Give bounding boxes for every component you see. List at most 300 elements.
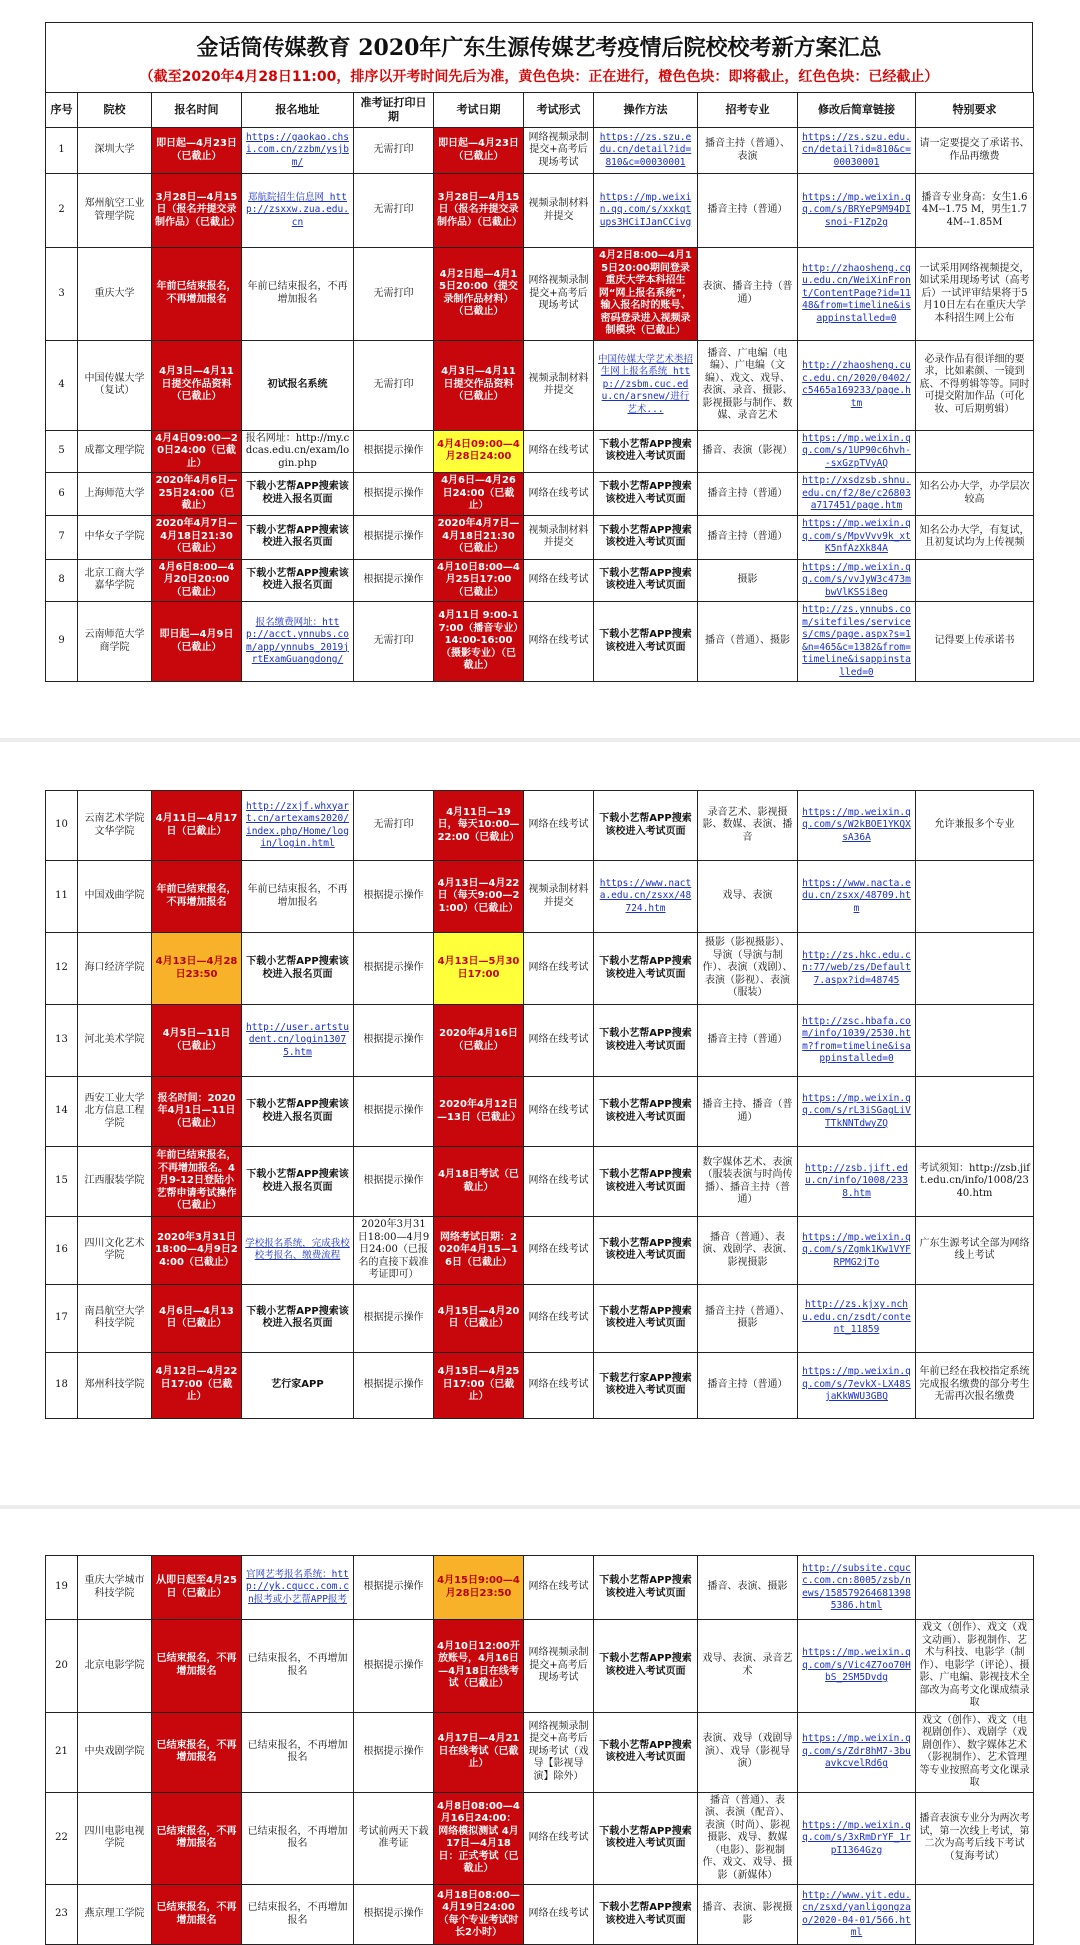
special-requirements [916,1005,1034,1077]
registration-time [152,1352,242,1418]
row-number-text: 12 [55,962,68,974]
exam-date-text: 即日起—4月23日（已截止） [438,138,519,162]
table-row [46,430,1034,473]
brochure-link-text[interactable]: https://mp.weixin.qq.com/s/7evkX-LX48SjaKkWWU3GBQ [802,1366,911,1403]
exam-date [434,473,524,516]
operation-method [594,1620,698,1713]
recruit-majors-text: 播音主持（普通） [707,1378,788,1390]
table-row [46,933,1034,1005]
registration-address[interactable] [242,1217,354,1285]
exam-form-text: 网络在线考试 [528,1034,589,1046]
ticket-print-date [354,1284,434,1352]
registration-address[interactable] [242,1556,354,1620]
registration-time [152,602,242,682]
operation-method [594,1352,698,1418]
ticket-print-date-text: 根据提示操作 [363,1659,424,1671]
row-number [46,1217,78,1285]
school-name [78,1352,152,1418]
brochure-link-text[interactable]: http://zs.kjxy.nchu.edu.cn/zsdt/content_11859 [802,1299,911,1336]
special-requirements-text: 知名公办大学，有复试，且初复试均为上传视频 [919,524,1030,548]
registration-time [152,1885,242,1945]
recruit-majors-text: 戏导、表演 [722,890,773,902]
row-number-text: 22 [55,1832,68,1843]
ticket-print-date [354,933,434,1005]
row-number-text: 8 [58,574,65,585]
exam-date-text: 4月2日起—4月15日20:00（提交录制作品材料）（已截止） [439,268,518,318]
table-row [46,791,1034,861]
operation-method-text: 下载小艺帮APP搜索该校进入考试页面 [599,1653,692,1677]
row-number-text: 16 [55,1244,68,1255]
special-requirements [916,1556,1034,1620]
row-number [46,1352,78,1418]
brochure-link[interactable] [798,340,916,430]
row-number [46,602,78,682]
brochure-link[interactable] [798,248,916,341]
row-number [46,515,78,559]
registration-address[interactable] [242,128,354,174]
brochure-link[interactable] [798,1556,916,1620]
special-requirements-text: 请一定要提交了承诺书、作品再缴费 [919,138,1030,162]
page-divider [0,1505,1080,1509]
school-name-text: 重庆大学 [94,287,135,299]
school-name [78,602,152,682]
exam-form-text: 网络在线考试 [528,487,589,499]
ticket-print-date [354,861,434,933]
row-number-text: 1 [58,144,65,156]
registration-address [242,1077,354,1147]
operation-method-text[interactable]: https://www.nacta.edu.cn/zsxx/48724.htm [599,877,692,914]
schedule-table-3 [45,1555,1034,1945]
school-name-text: 中华女子学院 [84,530,145,542]
exam-form [524,340,594,430]
school-name [78,1284,152,1352]
registration-time [152,861,242,933]
brochure-link-text[interactable]: https://mp.weixin.qq.com/s/1UP90c6hvh--sxGzpTVyAQ [802,432,911,469]
brochure-link-text[interactable]: https://www.nacta.edu.cn/zsxx/48709.htm [802,877,911,914]
recruit-majors [698,791,798,861]
recruit-majors-text: 播音主持（普通） [707,204,788,216]
operation-method-text: 下载小艺帮APP搜索该校进入考试页面 [599,1099,692,1123]
registration-address-text: 下载小艺帮APP搜索该校进入报名页面 [246,1305,349,1329]
exam-date [434,128,524,174]
operation-method-text: 下载艺行家APP搜索该校进入考试页面 [599,1372,692,1396]
brochure-link-text[interactable]: https://mp.weixin.qq.com/s/vvJyW3c473mbwVlKSSi8eg [802,561,911,598]
special-requirements [916,1792,1034,1885]
recruit-majors [698,340,798,430]
operation-method-text: 下载小艺帮APP搜索该校进入考试页面 [599,567,692,592]
ticket-print-date-text: 根据提示操作 [363,530,424,542]
operation-method [594,1077,698,1147]
ticket-print-date-text: 无需打印 [373,635,414,647]
special-requirements-text: 知名公办大学，办学层次较高 [919,481,1030,505]
brochure-link-text[interactable]: http://zhaosheng.cuc.edu.cn/2020/0402/c5465a169233/page.htm [802,360,911,409]
exam-date-text: 4月11日 9:00-17:00（播音专业）14:00-16:00（摄影专业）（已截止） [438,610,519,672]
special-requirements-text: 必录作品有很详细的要求，比如素颜、一镜到底、不得剪辑等等。同时可提交附加作品（可化妆、可后期剪辑） [919,353,1030,415]
brochure-link[interactable] [798,1792,916,1885]
row-number [46,559,78,602]
brochure-link-text[interactable]: https://mp.weixin.qq.com/s/MpvVvv9k_xtK5nfAzXk84A [802,518,911,555]
brochure-link[interactable] [798,1077,916,1147]
ticket-print-date [354,1792,434,1885]
registration-time-text: 4月6日—4月13日（已截止） [159,1305,234,1329]
recruit-majors [698,1712,798,1792]
registration-address-text: 已结束报名，不再增加报名 [247,1653,348,1677]
registration-time-text: 2020年4月6日—25日24:00（已截止） [155,475,238,511]
exam-date [434,861,524,933]
ticket-print-date [354,1352,434,1418]
ticket-print-date [354,602,434,682]
row-number-text: 18 [55,1378,68,1390]
registration-time-text: 从即日起至4月25日（已截止） [156,1575,237,1599]
school-name-text: 河北美术学院 [84,1034,145,1046]
exam-date-text: 2020年4月7日—4月18日21:30（已截止） [437,518,520,555]
school-name-text: 北京电影学院 [84,1659,145,1671]
row-number-text: 23 [55,1908,68,1920]
operation-method [594,933,698,1005]
column-header: 报名地址 [242,93,354,128]
recruit-majors [698,861,798,933]
registration-address-text[interactable]: http://zxjf.whxyart.cn/artexams2020/index.php/Home/login/login.html [246,800,349,849]
registration-time [152,559,242,602]
recruit-majors [698,473,798,516]
brochure-link[interactable] [798,1005,916,1077]
registration-address [242,1147,354,1217]
brochure-link[interactable] [798,791,916,861]
registration-time-text: 2020年3月31日18:00—4月9日24:00（已截止） [155,1231,238,1268]
school-name [78,1556,152,1620]
brochure-link[interactable] [798,933,916,1005]
exam-date-text: 网络考试日期：2020年4月15—16日（已截止） [439,1231,518,1268]
registration-address [242,430,354,473]
recruit-majors-text: 摄影（影视摄影）、导演（导演与制作）、表演（戏剧）、表演（影视）、表演（服装） [702,937,793,999]
registration-time-text: 2020年4月7日—4月18日21:30（已截止） [155,518,238,555]
exam-form-text: 网络在线考试 [528,445,589,456]
exam-form-text: 视频录制材料并提交 [528,372,589,396]
brochure-link-text[interactable]: http://zs.hkc.edu.cn:77/web/zs/Default7.aspx?id=48745 [802,949,911,986]
special-requirements-text: 考试须知：http://zsb.jift.edu.cn/info/1008/2340.htm [919,1162,1030,1199]
special-requirements [916,559,1034,602]
recruit-majors-text: 播音主持（普通）、摄影 [705,1305,790,1329]
recruit-majors [698,1620,798,1713]
registration-time [152,174,242,248]
registration-address[interactable] [242,174,354,248]
exam-form-text: 网络在线考试 [528,574,589,585]
row-number [46,1556,78,1620]
brochure-link-text[interactable]: http://xsdzsb.shnu.edu.cn/f2/8e/c26803a717451/page.htm [802,475,911,511]
brochure-link[interactable] [798,128,916,174]
registration-address-text: 艺行家APP [271,1378,324,1390]
special-requirements-text: 允许兼报多个专业 [934,819,1015,831]
row-number-text: 6 [58,487,65,499]
brochure-link[interactable] [798,1620,916,1713]
operation-method[interactable] [594,340,698,430]
registration-address-text[interactable]: 官网艺考报名系统：http://yk.cqucc.com.cn报考或小艺帮APP报考 [246,1568,349,1605]
special-requirements [916,1352,1034,1418]
table-row [46,473,1034,516]
row-number [46,1147,78,1217]
special-requirements [916,248,1034,341]
exam-date-text: 4月13日—4月22日（每天9:00—21:00）（已截止） [437,877,520,914]
operation-method[interactable] [594,861,698,933]
school-name [78,128,152,174]
brochure-link[interactable] [798,1352,916,1418]
registration-time-text: 年前已结束报名，不再增加报名 [156,281,237,305]
special-requirements [916,1712,1034,1792]
operation-method[interactable] [594,174,698,248]
brochure-link[interactable] [798,174,916,248]
recruit-majors [698,1556,798,1620]
ticket-print-date-text: 无需打印 [373,378,414,390]
school-name-text: 江西服装学院 [84,1175,145,1187]
registration-time [152,473,242,516]
ticket-print-date-text: 根据提示操作 [363,1908,424,1920]
exam-date [434,1712,524,1792]
brochure-link-text[interactable]: https://mp.weixin.qq.com/s/Zdr8hM7-3buavkcvelRd6g [802,1733,911,1770]
brochure-link-text[interactable]: https://mp.weixin.qq.com/s/rL3iSGagLiVTTkNNTdwyZQ [802,1092,911,1129]
schedule-table-1 [45,92,1034,682]
exam-date-text: 4月18日考试（已截止） [438,1169,519,1193]
brochure-link[interactable] [798,1712,916,1792]
recruit-majors [698,933,798,1005]
column-header: 院校 [78,93,152,128]
registration-address-text[interactable]: https://gaokao.chsi.com.cn/zzbm/ysjbm/ [246,131,349,168]
recruit-majors-text: 播音主持（普通） [707,530,788,542]
operation-method[interactable] [594,128,698,174]
brochure-link-text[interactable]: http://zsb.jift.edu.cn/info/1008/2338.htm [805,1162,908,1199]
exam-form [524,248,594,341]
operation-method [594,1885,698,1945]
operation-method-text: 下载小艺帮APP搜索该校进入考试页面 [599,1237,692,1262]
brochure-link-text[interactable]: http://zs.ynnubs.com/sitefiles/services/cms/page.aspx?s=1&n=465&c=1382&from=timeline&isappinstalled=0 [802,604,911,678]
registration-time [152,128,242,174]
special-requirements [916,174,1034,248]
registration-time-text: 报名时间：2020年4月1日—11日（已截止） [157,1092,236,1129]
exam-form [524,559,594,602]
exam-form [524,128,594,174]
exam-date [434,1005,524,1077]
recruit-majors [698,128,798,174]
brochure-link[interactable] [798,1885,916,1945]
exam-date-text: 4月3日—4月11日提交作品资料（已截止） [441,366,516,403]
operation-method-text[interactable]: 中国传媒大学艺术类招生网上报名系统 http://zsbm.cuc.edu.cn/arsnew/进行艺术... [597,353,693,415]
exam-date-text: 2020年4月16日（已截止） [439,1028,518,1052]
registration-time [152,1556,242,1620]
brochure-link[interactable] [798,559,916,602]
operation-method [594,602,698,682]
registration-address-text[interactable]: http://user.artstudent.cn/login13075.htm [246,1021,349,1058]
school-name-text: 四川文化艺术学院 [84,1237,145,1262]
exam-date [434,1792,524,1885]
brochure-link[interactable] [798,1147,916,1217]
recruit-majors-text: 播音主持（普通）、表演 [705,138,790,162]
registration-time [152,933,242,1005]
operation-method-text: 4月2日8:00—4月15日20:00期间登录重庆大学本科招生网“网上报名系统”，输入报名时的账号、密码登录进入视频录制模块（已截止） [598,250,693,336]
exam-form-text: 网络在线考试 [528,962,589,974]
registration-address [242,559,354,602]
column-header: 准考证打印日期 [354,93,434,128]
school-name-text: 云南艺术学院文华学院 [84,813,145,837]
operation-method-text: 下载小艺帮APP搜索该校进入考试页面 [599,438,692,463]
registration-address-text: 下载小艺帮APP搜索该校进入报名页面 [246,524,349,548]
exam-form [524,933,594,1005]
exam-form [524,1556,594,1620]
page-title: 金话筒传媒教育 2020年广东生源传媒艺考疫情后院校校考新方案汇总 [196,35,882,61]
registration-time [152,1005,242,1077]
registration-address [242,340,354,430]
ticket-print-date [354,174,434,248]
registration-address-text: 下载小艺帮APP搜索该校进入报名页面 [246,567,349,592]
ticket-print-date-text: 根据提示操作 [363,1378,424,1390]
exam-form [524,791,594,861]
ticket-print-date-text: 考试前两天下载准考证 [358,1825,429,1850]
ticket-print-date-text: 根据提示操作 [363,1105,424,1117]
row-number-text: 15 [55,1175,68,1187]
brochure-link-text[interactable]: https://zs.szu.edu.cn/detail?id=810&c=00030001 [802,131,911,168]
row-number-text: 9 [58,635,65,647]
row-number-text: 17 [55,1311,68,1323]
exam-form-text: 网络在线考试 [528,1105,589,1117]
brochure-link[interactable] [798,861,916,933]
row-number [46,248,78,341]
registration-address [242,515,354,559]
ticket-print-date-text: 根据提示操作 [363,962,424,974]
brochure-link-text[interactable]: https://mp.weixin.qq.com/s/BRYeP9M94DIsnoi-F1Zp2g [802,191,911,228]
school-name-text: 海口经济学院 [84,962,145,974]
row-number [46,1620,78,1713]
brochure-link-text[interactable]: https://mp.weixin.qq.com/s/3xRmDrYF_1rpI1364Gzg [802,1819,911,1856]
registration-address-text: 年前已结束报名，不再增加报名 [247,281,348,305]
school-name-text: 北京工商大学嘉华学院 [84,567,145,592]
brochure-link-text[interactable]: http://www.yit.edu.cn/zsxd/yanligongzao/2020-04-01/566.html [802,1889,911,1938]
ticket-print-date [354,248,434,341]
table-row [46,1792,1034,1885]
ticket-print-date [354,1077,434,1147]
recruit-majors [698,1077,798,1147]
brochure-link-text[interactable]: http://zhaosheng.cqu.edu.cn/WeiXinFront/ContentPage?id=1148&from=timeline&isappinstalled=0 [802,262,911,324]
special-requirements [916,430,1034,473]
column-header: 报名时间 [152,93,242,128]
brochure-link[interactable] [798,473,916,516]
table-row [46,1556,1034,1620]
special-requirements [916,340,1034,430]
brochure-link[interactable] [798,1284,916,1352]
operation-method [594,1147,698,1217]
table-row [46,559,1034,602]
ticket-print-date-text: 根据提示操作 [363,574,424,585]
school-name [78,473,152,516]
exam-date-text: 4月10日12:00开放账号，4月16日—4月18日在线考试（已截止） [437,1640,520,1690]
school-name [78,1217,152,1285]
recruit-majors [698,515,798,559]
brochure-link-text[interactable]: http://zsc.hbafa.com/info/1039/2530.htm?from=timeline&isappinstalled=0 [802,1015,911,1064]
registration-address[interactable] [242,791,354,861]
brochure-link[interactable] [798,515,916,559]
exam-form [524,861,594,933]
operation-method [594,1792,698,1885]
brochure-link[interactable] [798,430,916,473]
recruit-majors-text: 播音、广电编（电编）、广电编（文编）、戏文、戏导、表演、录音、摄影、影视摄影与制作、数媒、录音艺术 [702,347,793,421]
page-2 [45,790,1033,1419]
ticket-print-date [354,340,434,430]
special-requirements-text: 年前已经在我校指定系统完成报名缴费的部分考生无需再次报名缴费 [919,1366,1030,1403]
registration-address-text: 下载小艺帮APP搜索该校进入报名页面 [246,1169,349,1193]
brochure-link-text[interactable]: http://subsite.cqucc.com.cn:8005/zsb/news/1585792646813985386.html [802,1562,911,1611]
registration-address[interactable] [242,602,354,682]
recruit-majors-text: 播音主持、播音（普通） [702,1099,793,1123]
recruit-majors-text: 播音主持（普通） [707,1034,788,1046]
ticket-print-date [354,430,434,473]
exam-form-text: 网络在线考试 [528,1244,589,1255]
brochure-link[interactable] [798,602,916,682]
school-name-text: 云南师范大学商学院 [84,629,145,653]
special-requirements-text: 记得要上传承诺书 [934,635,1015,647]
row-number-text: 21 [55,1745,68,1757]
ticket-print-date-text: 无需打印 [373,819,414,831]
exam-date-text: 2020年4月12日—13日（已截止） [437,1099,521,1123]
row-number [46,791,78,861]
brochure-link[interactable] [798,1217,916,1285]
exam-form [524,1284,594,1352]
ticket-print-date [354,128,434,174]
recruit-majors-text: 播音主持（普通） [707,487,788,499]
school-name [78,1792,152,1885]
ticket-print-date [354,1712,434,1792]
row-number [46,1712,78,1792]
registration-time-text: 年前已结束报名，不再增加报名 [156,884,237,908]
registration-address-text[interactable]: 报名缴费网址：http://acct.ynnubs.com/app/ynnubs_2019jrtExamGuangdong/ [246,616,349,665]
row-number [46,473,78,516]
registration-time [152,1712,242,1792]
recruit-majors-text: 录音艺术、影视摄影、数媒、表演、播音 [702,806,793,843]
operation-method [594,515,698,559]
registration-address[interactable] [242,1005,354,1077]
row-number [46,1792,78,1885]
ticket-print-date [354,1556,434,1620]
registration-time-text: 年前已结束报名，不再增加报名。4月9-12日登陆小艺帮申请考试操作（已截止） [156,1150,237,1212]
column-header: 特别要求 [916,93,1034,128]
exam-form [524,1792,594,1885]
registration-address-text: 已结束报名，不再增加报名 [247,1739,348,1763]
operation-method-text[interactable]: https://zs.szu.edu.cn/detail?id=810&c=00030001 [599,131,692,168]
operation-method-text: 下载小艺帮APP搜索该校进入考试页面 [599,1902,692,1926]
column-header: 考试日期 [434,93,524,128]
exam-date [434,933,524,1005]
table-row [46,1712,1034,1792]
ticket-print-date [354,1005,434,1077]
registration-address-text[interactable]: 学校报名系统，完成我校校考报名、缴费流程 [245,1237,350,1262]
exam-form [524,1077,594,1147]
exam-form [524,1005,594,1077]
ticket-print-date-text: 根据提示操作 [363,1311,424,1323]
table-row [46,1147,1034,1217]
operation-method-text[interactable]: https://mp.weixin.qq.com/s/xxkqtups3HCiIJanCCivg [599,191,692,228]
recruit-majors [698,1885,798,1945]
registration-address [242,933,354,1005]
recruit-majors [698,430,798,473]
registration-address-text: 下载小艺帮APP搜索该校进入报名页面 [246,1099,349,1123]
brochure-link-text[interactable]: https://mp.weixin.qq.com/s/Zgmk1Kw1VYFRPMG2jTo [802,1231,911,1268]
registration-address-text[interactable]: 郑航院招生信息网 http://zsxxw.zua.edu.cn [246,191,349,228]
school-name [78,933,152,1005]
registration-time [152,1620,242,1713]
special-requirements-text: 戏文（创作）、戏文（电视剧创作）、戏剧学（戏剧创作）、数字媒体艺术（影视制作）、艺术管理等专业按照高考文化课录取 [919,1714,1030,1788]
registration-time-text: 已结束报名，不再增加报名 [156,1739,237,1763]
brochure-link-text[interactable]: https://mp.weixin.qq.com/s/W2kBOE1YKQXsA36A [802,806,911,843]
brochure-link-text[interactable]: https://mp.weixin.qq.com/s/Vic4Z7oo70HbS_2SM5Dvdg [802,1647,911,1683]
school-name [78,1147,152,1217]
registration-time-text: 即日起—4月23日（已截止） [156,138,237,162]
ticket-print-date [354,515,434,559]
